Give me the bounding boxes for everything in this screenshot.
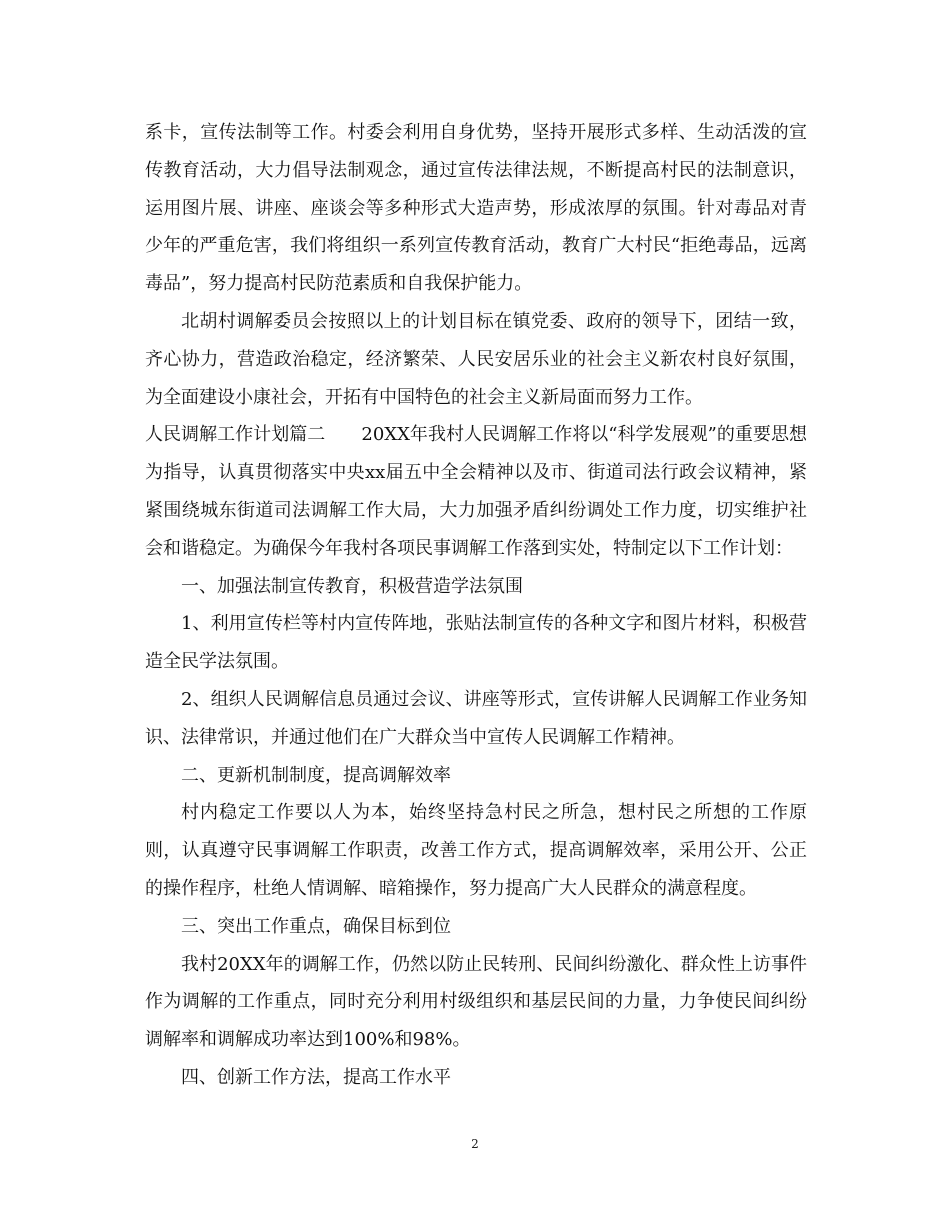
list-item-two: 2、组织人民调解信息员通过会议、讲座等形式，宣传讲解人民调解工作业务知识、法律常识，并通过他们在广大群众当中宣传人民调解工作精神。 <box>145 688 807 748</box>
paragraph-continuation: 系卡，宣传法制等工作。村委会利用自身优势，坚持开展形式多样、生动活泼的宣传教育活动，大力倡导法制观念，通过宣传法律法规，不断提高村民的法制意识，运用图片展、讲座、座谈会等多种形式大造声势，形成浓厚的氛围。针对毒品对青少年的严重危害，我们将组织一系列宣传教育活动，教育广大村民“拒绝毒品，远离毒品”，努力提高村民防范素质和自我保护能力。 <box>145 122 807 295</box>
section-heading-one: 一、加强法制宣传教育，积极营造学法氛围 <box>181 575 523 597</box>
paragraph-key-work: 我村20XX年的调解工作，仍然以防止民转刑、民间纠纷激化、群众性上访事件作为调解的工作重点，同时充分利用村级组织和基层民间的力量，力争使民间纠纷调解率和调解成功率达到100%和98%。 <box>145 953 807 1051</box>
paragraph-committee-summary: 北胡村调解委员会按照以上的计划目标在镇党委、政府的领导下，团结一致，齐心协力，营造政治稳定，经济繁荣、人民安居乐业的社会主义新农村良好氛围，为全面建设小康社会，开拓有中国特色的社会主义新局面而努力工作。 <box>145 310 807 408</box>
section-heading-two: 二、更新机制制度，提高调解效率 <box>181 764 451 786</box>
section-heading-three: 三、突出工作重点，确保目标到位 <box>181 915 451 937</box>
page-number: 2 <box>471 1137 479 1151</box>
paragraph-plan-two-intro: 人民调解工作计划篇二 20XX年我村人民调解工作将以“科学发展观”的重要思想为指导，认真贯彻落实中央xx届五中全会精神以及市、街道司法行政会议精神，紧紧围绕城东街道司法调解工作大局，大力加强矛盾纠纷调处工作力度，切实维护社会和谐稳定。为确保今年我村各项民事调解工作落到实处，特制定以下工作计划： <box>145 424 807 559</box>
section-heading-four: 四、创新工作方法，提高工作水平 <box>181 1066 451 1088</box>
document-body <box>145 114 807 1097</box>
paragraph-mechanism: 村内稳定工作要以人为本，始终坚持急村民之所急，想村民之所想的工作原则，认真遵守民事调解工作职责，改善工作方式，提高调解效率，采用公开、公正的操作程序，杜绝人情调解、暗箱操作，努力提高广大人民群众的满意程度。 <box>145 802 807 899</box>
list-item-one: 1、利用宣传栏等村内宣传阵地，张贴法制宣传的各种文字和图片材料，积极营造全民学法氛围。 <box>145 613 807 673</box>
